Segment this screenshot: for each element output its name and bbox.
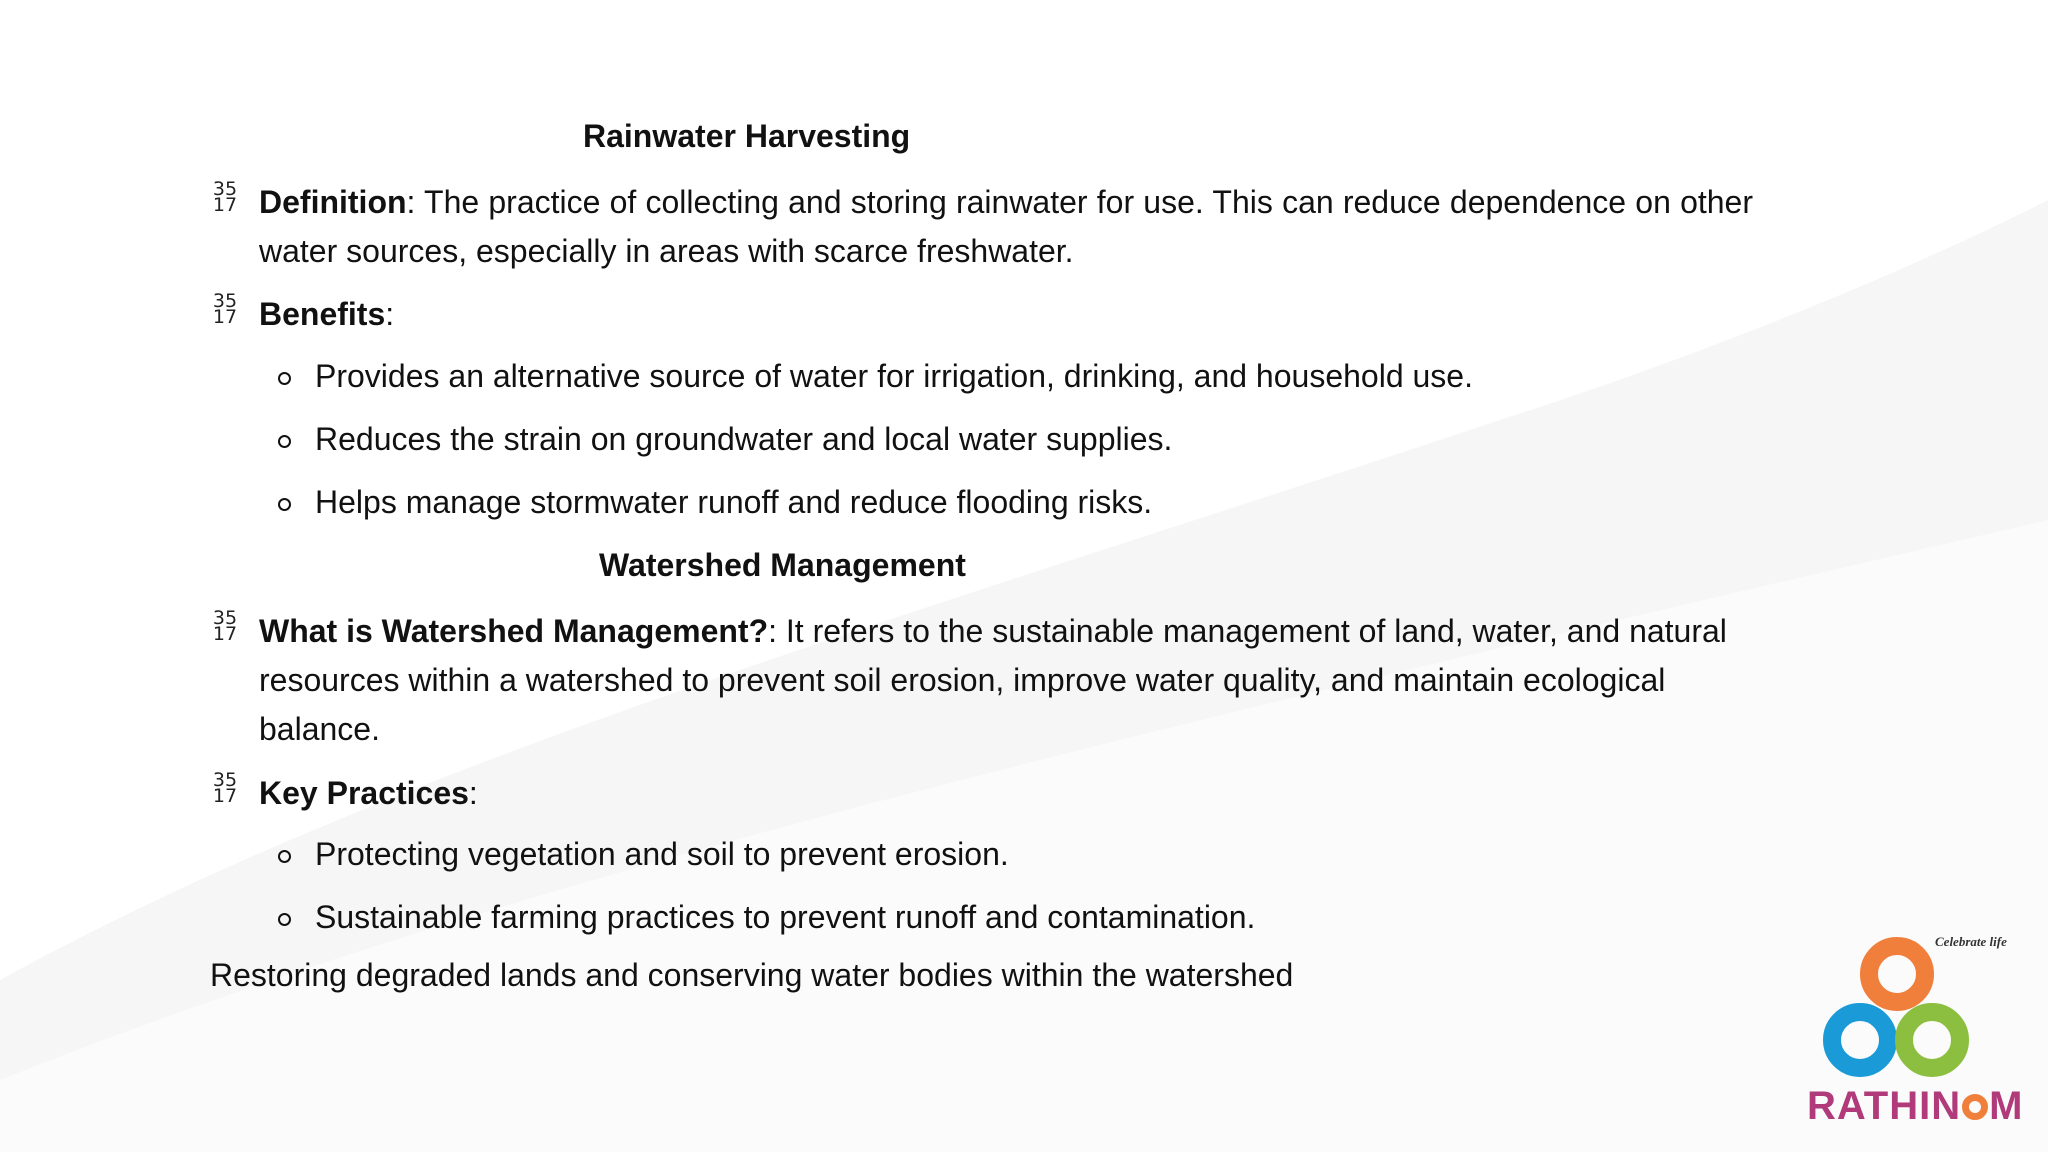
bullet-marker: 35 17 [212,769,238,807]
bullet-marker: 35 17 [212,607,238,645]
sub-bullet-circle [278,498,291,511]
sub-bullet-circle [278,913,291,926]
sub-bullet-circle [278,372,291,385]
practice-item: Protecting vegetation and soil to prevent erosion. [315,836,1009,872]
benefit-item: Provides an alternative source of water for irrigation, drinking, and household use. [315,358,1473,394]
logo-tagline: Celebrate life [1935,934,2007,949]
logo-a-ring-icon [1962,1094,1988,1120]
logo-wordmark: RATHIN M [1807,1084,2024,1128]
sub-bullet-circle [278,850,291,863]
logo-ring-green [1895,1003,1969,1077]
heading-rainwater-harvesting: Rainwater Harvesting [583,118,911,154]
bullet-marker: 35 17 [212,290,238,328]
practice-item: Sustainable farming practices to prevent runoff and contamination. [315,899,1256,935]
watershed-label: What is Watershed Management? [259,613,769,649]
benefit-item: Reduces the strain on groundwater and local water supplies. [315,421,1173,457]
benefit-item: Helps manage stormwater runoff and reduce flooding risks. [315,484,1153,520]
key-practices-label: Key Practices [259,775,469,811]
watershed-text: It refers to the sustainable management of land, water, and natural resources within a watershed to prevent soil erosion, improve water quality, and maintain ecological balance. [259,613,1727,747]
heading-watershed-management: Watershed Management [599,547,966,583]
bullet-marker: 35 17 [212,178,238,216]
definition-label: Definition [259,184,407,220]
benefits-label: Benefits [259,296,386,332]
closing-line: Restoring degraded lands and conserving water bodies within the watershed [210,957,1294,993]
rathinam-logo [1805,920,2045,1140]
definition-paragraph: Definition: The practice of collecting and storing rainwater for use. This can reduce dependence on other water sources, especially in areas with scarce freshwater. [259,184,1753,269]
logo-ring-orange [1860,937,1934,1011]
sub-bullet-circle [278,435,291,448]
watershed-definition-paragraph: What is Watershed Management?: It refers to the sustainable management of land, water, and natural resources within a watershed to prevent soil erosion, improve water quality, and maintain ecological balance. [259,613,1727,747]
benefits-label-line: Benefits: [259,296,395,332]
key-practices-label-line: Key Practices: [259,775,478,811]
logo-ring-blue [1823,1003,1897,1077]
definition-text: The practice of collecting and storing rainwater for use. This can reduce dependence on other water sources, especially in areas with scarce freshwater. [259,184,1753,269]
